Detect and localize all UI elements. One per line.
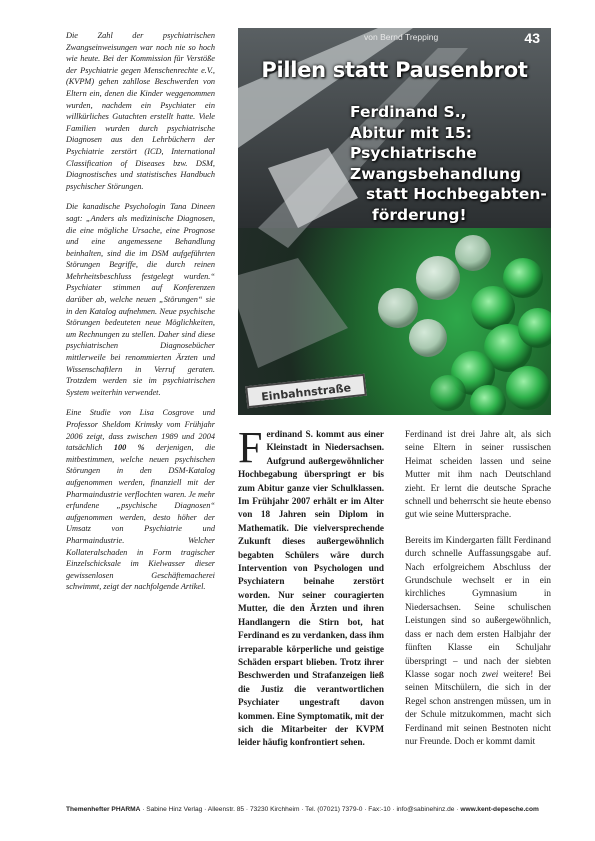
footer-publication: Themenhefter PHARMA	[66, 806, 141, 813]
study-text-start: Eine Studie von Lisa Cosgrove und Professor Sheldom Krimsky vom Frühjahr 2006 zeigt, dass zwischen 1989 und 2004 tatsächlich	[66, 408, 215, 453]
subhead-line: Ferdinand S.,	[350, 103, 467, 121]
study-paragraph	[66, 407, 215, 593]
street-sign: Einbahnstraße	[245, 374, 367, 408]
lead-text: erdinand S. kommt aus einer Kleinstadt in Niedersachsen. Aufgrund außergewöhnlicher Hochbegabung überspringt er bis zum Abitur ganze vier Schulklassen. Im Frühjahr 2007 erhält er im Alter von 18 Jahren sein Diplom in Mathematik. Die vielversprechende Zukunft dieses außergewöhnlich begabten Schülers wäre durch Intervention von Psychologen und Psychiatern beinahe zerstört worden. Nur seiner couragierten Mutter, die den Ärzten und ihren Handlangern die Stirn bot, hat Ferdinand es zu verdanken, dass ihm irreparable körperliche und geistige Schäden erspart blieben. Trotz ihrer Beschwerden und Strafanzeigen ließ die Justiz die verantwortlichen Psychiater ungestraft davon kommen. Eine Symptomatik, mit der sich die Mitarbeiter der KVPM leider häufig konfrontiert sehen.	[238, 429, 385, 748]
intro-paragraph: Die Zahl der psychiatrischen Zwangseinweisungen war noch nie so hoch wie heute. Bei der Kommission für Verstöße der Psychiatrie gegen Menschenrechte e.V., (KVPM) gehen zahllose Beschwerden von Eltern ein, denen die Kinder weggenommen wurden, nachdem ein Psychiater ein willkürliches Gutachten erstellt hatte. Viele Familien wurden durch psychiatrische Diagnosen aus den Lehrbüchern der Psychiatrie zerstört (ICD, International Classification of Diseases bzw. DSM, Diagnostisches und statistisches Handbuch psychischer Störungen.	[66, 31, 215, 191]
page-footer	[66, 806, 556, 813]
study-text-end: derjenigen, die mitbestimmen, welche neuen psychischen Störungen in den DSM-Katalog aufgenommen werden, finanziell mit der Pharmaindustrie verflochten waren. Je mehr erfundene „psychische Diagnosen“ aufgenommen werden, desto höher der Umsatz von Psychiatrie und Pharmaindustrie. Welcher Kollateralschaden in Form tragischer Einzelschicksale im Kielwasser dieser gewissenlosen Geschäftemacherei schwimmt, zeigt der nachfolgende Artikel.	[66, 443, 216, 592]
subhead-line: Psychiatrische	[350, 144, 477, 162]
quote-paragraph: Die kanadische Psychologin Tana Dineen sagt: „Anders als medizinische Diagnosen, die eine mögliche Ursache, eine Prognose und eine angemessene Behandlung beinhalten, sind die im DSM aufgeführten Störungen Begriffe, die durch reinen Mehrheitsbeschluss festgelegt wurden.“ Psychiater stimmen auf Konferenzen darüber ab, welche neuen „Störungen“ sie in den Katalog aufnehmen. Neue psychische Störungen bedeuteten neue Möglichkeiten, um Rechnungen zu stellen. Daher sind diese psychiatrischen Diagnosebücher mittlerweile bei renommierten Ärzten und Wissenschaftlern in Verruf geraten. Trotzdem werden sie im psychiatrischen System weiterhin verwendet.	[66, 202, 215, 397]
lead-column	[238, 423, 385, 750]
body-emphasis: zwei	[481, 668, 499, 679]
body-paragraph: Ferdinand ist drei Jahre alt, als sich seine Eltern in seiner russischen Heimat scheiden lassen und seine Mutter mit ihm nach Deutschland zieht. Er lernt die deutsche Sprache schnell und beherrscht sie heute ebenso gut wie seine Muttersprache.	[405, 429, 551, 520]
author-credit: von Bernd Trepping	[364, 32, 439, 42]
subhead-line: statt Hochbegabten-	[366, 185, 547, 203]
body-paragraph	[405, 534, 551, 749]
subhead-line: Zwangsbehandlung	[350, 164, 522, 183]
body-text-start: Bereits im Kindergarten fällt Ferdinand durch schnelle Auffassungsgabe auf. Nach erfolgreichem Abschluss der Grundschule wechselt er in ein kirchliches Gymnasium in Niedersachsen. Seine schulischen Leistungen sind so außergewöhnlich, dass er nach dem ersten Halbjahr der fünften Klasse ein Schuljahr überspringt – und nach der siebten Klasse sogar noch	[405, 534, 551, 679]
drop-cap: F	[238, 423, 263, 472]
hero-image	[238, 28, 551, 415]
page-number: 43	[524, 30, 540, 46]
pills-cluster	[378, 235, 551, 415]
intro-column	[66, 30, 215, 602]
article-headline: Pillen statt Pausenbrot	[261, 58, 528, 82]
footer-details: · Sabine Hinz Verlag · Alleenstr. 85 · 73230 Kirchheim · Tel. (07021) 7379-0 · Fax:-10 · info@sabinehinz.de ·	[140, 806, 461, 813]
subhead-line: förderung!	[372, 205, 467, 224]
body-column	[405, 428, 551, 760]
body-text-end: weitere! Bei seinen Mitschülern, die sich in der Regel schon anstrengen müssen, um in der Schule mitzukommen, macht sich Ferdinand mit seinen Bestnoten nicht nur Freunde. Doch er kommt damit	[405, 668, 551, 746]
subhead-line: Abitur mit 15:	[350, 123, 472, 142]
article-subheadline	[350, 102, 550, 225]
study-percentage: 100 %	[113, 443, 145, 453]
footer-website: www.kent-depesche.com	[460, 806, 539, 813]
